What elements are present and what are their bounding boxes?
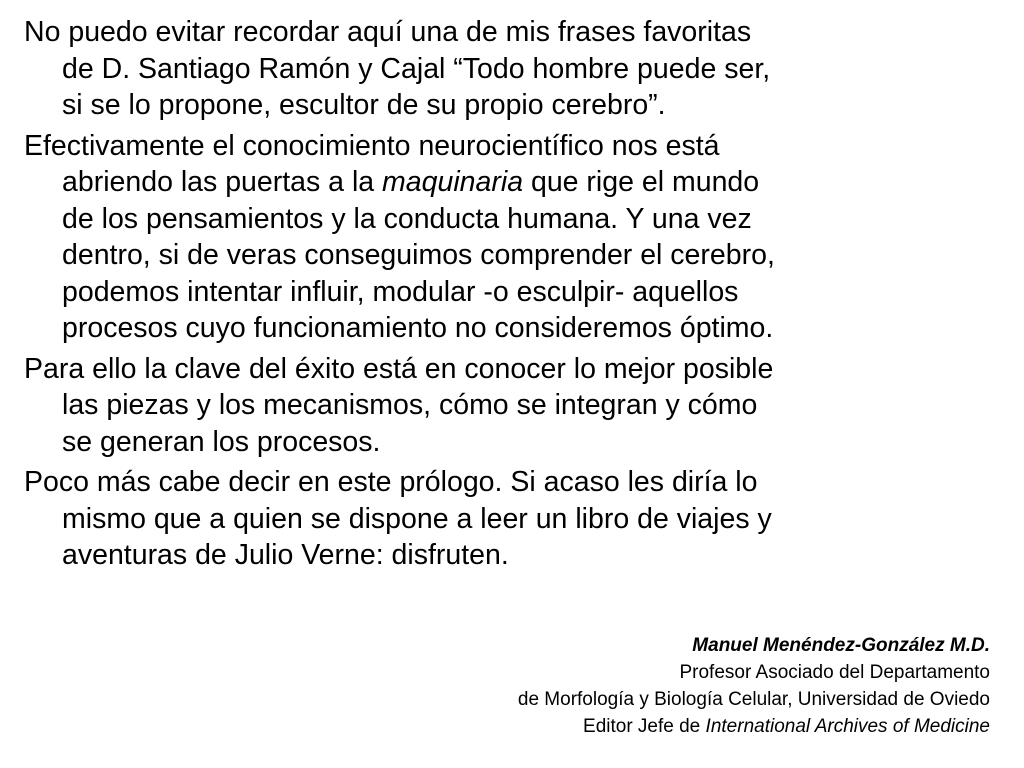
author-title-line-2: de Morfología y Biología Celular, Universidad de Oviedo [517, 689, 990, 710]
paragraph-neuroscience [24, 128, 1004, 347]
paragraph-closing: Poco más cabe decir en este prólogo. Si acaso les diría lo mismo que a quien se dispone a leer un libro de viajes y aventuras de Julio Verne: disfruten. [24, 466, 772, 571]
paragraph-neuroscience-end: que rige el mundo de los pensamientos y la conducta humana. Y una vez dentro, si de veras conseguimos comprender el cerebro, podemos intentar influir, modular -o esculpir- aquellos procesos cuyo funcionamiento no consideremos óptimo. [62, 166, 775, 344]
author-title-line-1: Profesor Asociado del Departamento [679, 662, 990, 683]
author-title-line-3-prefix: Editor Jefe de [583, 716, 706, 737]
journal-name: International Archives of Medicine [705, 716, 990, 737]
paragraph-key-to-success: Para ello la clave del éxito está en conocer lo mejor posible las piezas y los mecanismos, cómo se integran y cómo se generan los procesos. [24, 352, 774, 458]
author-signature-block [518, 632, 990, 740]
author-title-line-3 [518, 713, 990, 740]
paragraph-cajal-quote: No puedo evitar recordar aquí una de mis frases favoritas de D. Santiago Ramón y Cajal “Todo hombre puede ser, si se lo propone, escultor de su propio cerebro”. [24, 16, 771, 121]
italic-term: maquinaria [382, 166, 524, 198]
author-name: Manuel Menéndez-González M.D. [692, 635, 990, 656]
paragraph-neuroscience-start: Efectivamente el conocimiento neurocientífico nos está abriendo las puertas a la [24, 129, 720, 198]
prologue-body [24, 14, 1004, 578]
